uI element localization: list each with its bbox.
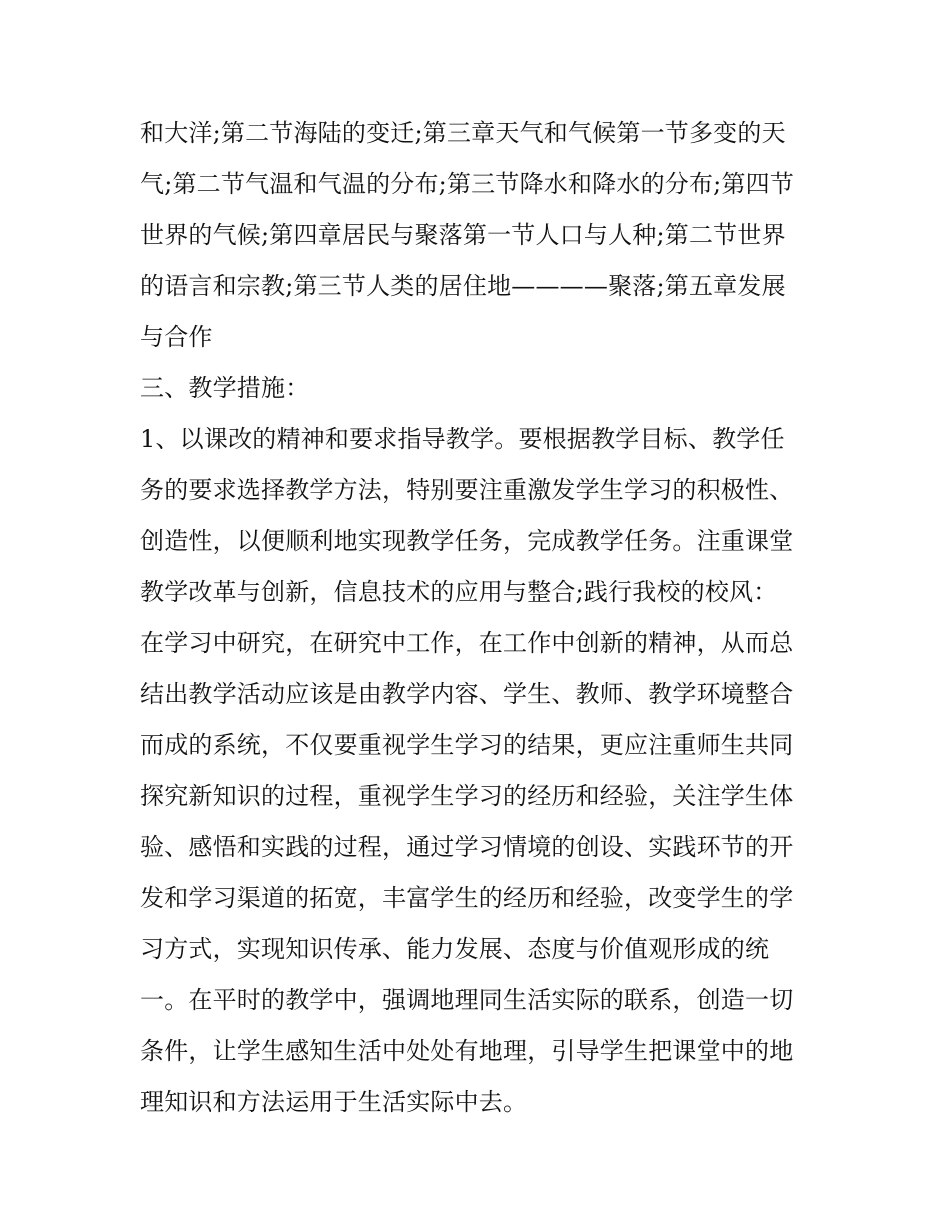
text-line: 1、以课改的精神和要求指导教学。要根据教学目标、教学任 (140, 425, 785, 453)
text-line: 结出教学活动应该是由教学内容、学生、教师、教学环境整合 (140, 680, 794, 708)
text-line: 务的要求选择教学方法，特别要注重激发学生学习的积极性、 (140, 476, 794, 504)
text-line: 世界的气候;第四章居民与聚落第一节人口与人种;第二节世界 (140, 221, 786, 249)
text-line: 气;第二节气温和气温的分布;第三节降水和降水的分布;第四节 (140, 170, 795, 198)
text-line: 一。在平时的教学中，强调地理同生活实际的联系，创造一切 (140, 986, 794, 1014)
text-line: 习方式，实现知识传承、能力发展、态度与价值观形成的统 (140, 935, 770, 963)
text-line: 探究新知识的过程，重视学生学习的经历和经验，关注学生体 (140, 782, 794, 810)
text-line: 教学改革与创新，信息技术的应用与整合;践行我校的校风： (140, 578, 778, 606)
text-line: 验、感悟和实践的过程，通过学习情境的创设、实践环节的开 (140, 833, 794, 861)
text-line: 和大洋;第二节海陆的变迁;第三章天气和气候第一节多变的天 (140, 119, 786, 147)
body-text (140, 108, 820, 1128)
text-line: 的语言和宗教;第三节人类的居住地————聚落;第五章发展 (140, 272, 786, 300)
section-heading: 三、教学措施： (140, 374, 310, 402)
text-line: 条件，让学生感知生活中处处有地理，引导学生把课堂中的地 (140, 1037, 794, 1065)
text-line: 在学习中研究，在研究中工作，在工作中创新的精神，从而总 (140, 629, 794, 657)
text-line: 创造性，以便顺利地实现教学任务，完成教学任务。注重课堂 (140, 527, 794, 555)
text-line: 而成的系统，不仅要重视学生学习的结果，更应注重师生共同 (140, 731, 794, 759)
text-line: 发和学习渠道的拓宽，丰富学生的经历和经验，改变学生的学 (140, 884, 794, 912)
text-line: 与合作 (140, 323, 213, 351)
text-line: 理知识和方法运用于生活实际中去。 (140, 1088, 528, 1116)
